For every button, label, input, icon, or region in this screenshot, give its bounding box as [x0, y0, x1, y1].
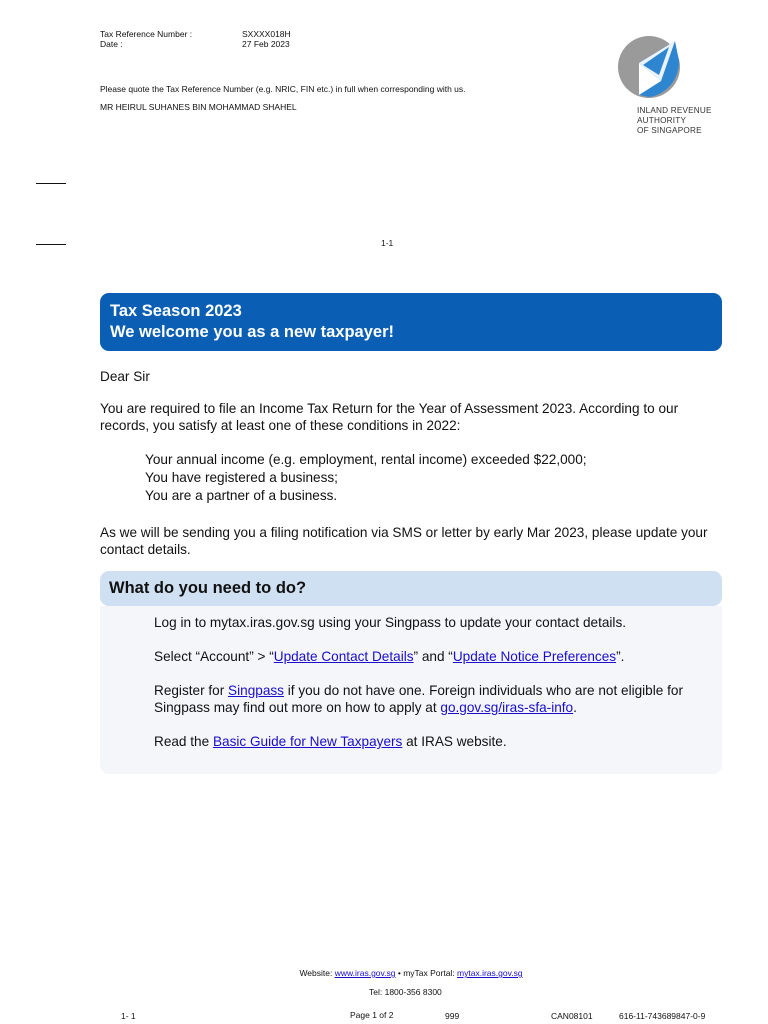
paragraph-2-line-2: contact details. — [100, 542, 191, 557]
logo-line-2: AUTHORITY — [637, 116, 687, 125]
date-label: Date : — [100, 39, 123, 49]
banner-title: Tax Season 2023 — [110, 302, 242, 320]
page-marker: 1-1 — [381, 238, 394, 248]
footer-portal-label: • myTax Portal: — [395, 968, 458, 978]
todo-heading: What do you need to do? — [100, 571, 722, 606]
basic-guide-link[interactable]: Basic Guide for New Taxpayers — [212, 734, 403, 749]
footer-tel: Tel: 1800-356 8300 — [369, 987, 442, 997]
condition-item: You are a partner of a business. — [145, 488, 338, 503]
footer-contact-line — [0, 968, 768, 978]
fold-mark-top — [36, 183, 66, 184]
todo-item-register — [154, 682, 683, 700]
footer-number: 999 — [445, 1011, 460, 1021]
tax-season-banner — [100, 293, 722, 351]
footer-website-label: Website: — [299, 968, 335, 978]
footer-website-link[interactable]: www.iras.gov.sg — [334, 968, 396, 978]
todo-item-guide-post: at IRAS website. — [402, 734, 507, 749]
logo-line-1: INLAND REVENUE — [637, 106, 712, 115]
recipient-name: MR HEIRUL SUHANES BIN MOHAMMAD SHAHEL — [100, 102, 297, 112]
todo-item-account-pre: Select “Account” > “ — [154, 649, 274, 664]
footer-ref-code: 616-11-743689847-0-9 — [619, 1011, 706, 1021]
todo-item-login: Log in to mytax.iras.gov.sg using your Singpass to update your contact details. — [154, 615, 627, 630]
update-notice-preferences-link[interactable]: Update Notice Preferences — [452, 649, 617, 664]
tax-reference-value: SXXXX018H — [242, 29, 291, 39]
footer-portal-link[interactable]: mytax.iras.gov.sg — [457, 968, 523, 978]
iras-logo — [617, 35, 681, 99]
footer-left-code: 1- 1 — [121, 1011, 136, 1021]
date-value: 27 Feb 2023 — [242, 39, 290, 49]
todo-item-register-line-2 — [154, 699, 577, 717]
condition-item: Your annual income (e.g. employment, rental income) exceeded $22,000; — [145, 452, 587, 467]
iras-logo-icon — [617, 35, 681, 99]
footer-doc-code: CAN08101 — [551, 1011, 593, 1021]
banner-subtitle: We welcome you as a new taxpayer! — [110, 323, 394, 341]
paragraph-1-line-2: records, you satisfy at least one of these conditions in 2022: — [100, 418, 461, 433]
update-contact-details-link[interactable]: Update Contact Details — [273, 649, 414, 664]
salutation: Dear Sir — [100, 369, 150, 384]
todo-item-register-line2-pre: Singpass may find out more on how to apply at — [154, 700, 441, 715]
footer-page-number: Page 1 of 2 — [350, 1010, 394, 1020]
tax-reference-label: Tax Reference Number : — [100, 29, 193, 39]
todo-item-register-pre: Register for — [154, 683, 229, 698]
condition-item: You have registered a business; — [145, 470, 338, 485]
todo-item-guide — [154, 733, 507, 751]
paragraph-2-line-1: As we will be sending you a filing notification via SMS or letter by early Mar 2023, please update your — [100, 525, 708, 540]
todo-item-register-mid: if you do not have one. Foreign individuals who are not eligible for — [283, 683, 683, 698]
iras-sfa-info-link[interactable]: go.gov.sg/iras-sfa-info — [440, 700, 574, 715]
todo-item-account-post: ”. — [616, 649, 625, 664]
todo-item-account-mid: ” and “ — [413, 649, 453, 664]
todo-item-register-post: . — [573, 700, 577, 715]
logo-line-3: OF SINGAPORE — [637, 126, 702, 135]
quote-notice: Please quote the Tax Reference Number (e.g. NRIC, FIN etc.) in full when corresponding with us. — [100, 84, 466, 94]
todo-item-account — [154, 648, 624, 666]
paragraph-1-line-1: You are required to file an Income Tax Return for the Year of Assessment 2023. According to our — [100, 401, 679, 416]
todo-item-guide-pre: Read the — [154, 734, 213, 749]
singpass-link[interactable]: Singpass — [228, 683, 284, 698]
fold-mark-bottom — [36, 244, 66, 245]
